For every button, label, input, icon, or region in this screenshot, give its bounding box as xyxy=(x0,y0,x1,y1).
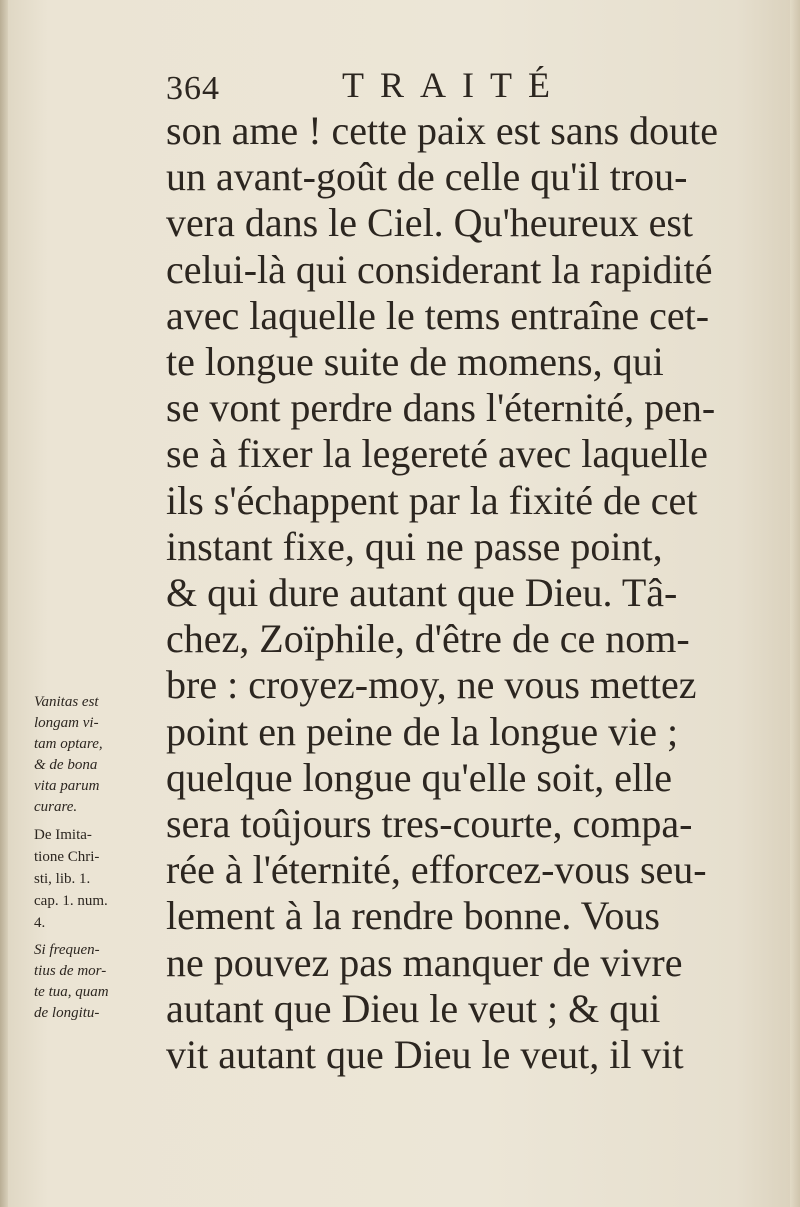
text-line: bre : croyez-moy, ne vous mettez xyxy=(166,662,697,708)
margin-note-line: longam vi- xyxy=(34,715,99,731)
text-line: autant que Dieu le veut ; & qui xyxy=(166,985,661,1031)
margin-note-line: cap. 1. num. xyxy=(34,893,108,909)
margin-note-line: tione Chri- xyxy=(34,849,100,865)
text-line: un avant-goût de celle qu'il trou- xyxy=(166,154,688,200)
text-line: avec laquelle le tems entraîne cet- xyxy=(166,292,710,338)
margin-note-line: Vanitas est xyxy=(34,694,99,710)
text-line: vit autant que Dieu le veut, il vit xyxy=(166,1032,684,1078)
margin-note-line: curare. xyxy=(34,799,78,815)
text-line: rée à l'éternité, efforcez-vous seu- xyxy=(166,847,707,893)
page-number: 364 xyxy=(166,70,220,107)
running-head xyxy=(166,60,766,110)
margin-note xyxy=(34,940,158,1024)
margin-note-line: 4. xyxy=(34,915,46,931)
text-line: lement à la rendre bonne. Vous xyxy=(166,893,660,939)
text-line: celui-là qui considerant la rapidité xyxy=(166,246,713,292)
margin-note-line: De Imita- xyxy=(34,827,92,843)
text-line: sera toûjours tres-courte, compa- xyxy=(166,801,693,847)
running-title: TRAITÉ xyxy=(342,65,566,105)
margin-note-line: vita parum xyxy=(34,778,100,794)
margin-note-line: sti, lib. 1. xyxy=(34,871,91,887)
text-line: se vont perdre dans l'éternité, pen- xyxy=(166,385,716,431)
page-right-edge xyxy=(790,0,800,1207)
margin-note-line: & de bona xyxy=(34,757,98,773)
margin-note-line: de longitu- xyxy=(34,1005,100,1021)
margin-note xyxy=(34,824,158,934)
margin-note-line: tius de mor- xyxy=(34,963,107,979)
text-line: instant fixe, qui ne passe point, xyxy=(166,523,663,569)
margin-note-line: Si frequen- xyxy=(34,942,100,958)
text-line: & qui dure autant que Dieu. Tâ- xyxy=(166,570,678,616)
text-line: se à fixer la legereté avec laquelle xyxy=(166,431,708,477)
text-line: ne pouvez pas manquer de vivre xyxy=(166,939,683,985)
margin-notes xyxy=(34,692,158,1024)
text-line: chez, Zoïphile, d'être de ce nom- xyxy=(166,616,690,662)
text-line: vera dans le Ciel. Qu'heureux est xyxy=(166,200,694,246)
text-line: quelque longue qu'elle soit, elle xyxy=(166,754,672,800)
body-text xyxy=(166,108,766,1078)
text-line: point en peine de la longue vie ; xyxy=(166,708,679,754)
margin-note-line: te tua, quam xyxy=(34,984,109,1000)
text-line: ils s'échappent par la fixité de cet xyxy=(166,477,698,523)
margin-note xyxy=(34,692,158,818)
page-left-edge xyxy=(0,0,8,1207)
text-line: son ame ! cette paix est sans doute xyxy=(166,108,719,153)
text-line: te longue suite de momens, qui xyxy=(166,339,664,385)
margin-note-line: tam optare, xyxy=(34,736,103,752)
